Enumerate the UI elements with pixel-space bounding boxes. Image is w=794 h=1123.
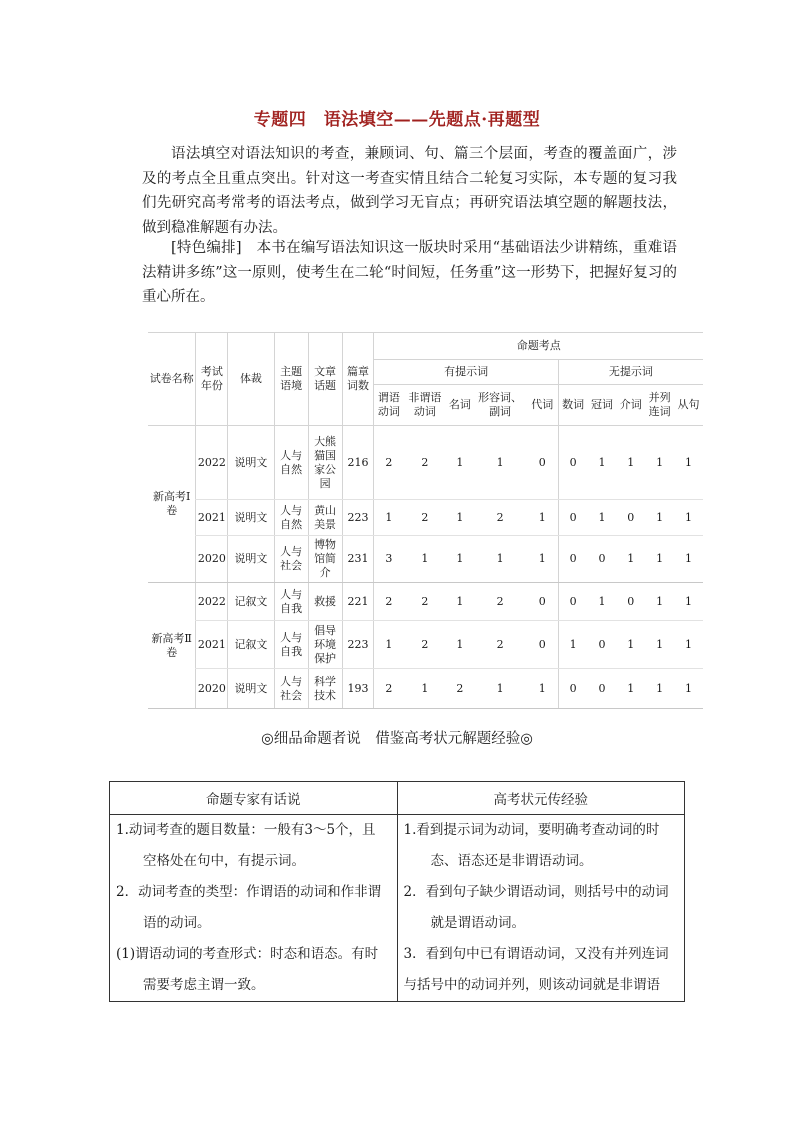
- expert-left-column: [110, 815, 398, 1002]
- count-cell: 1: [374, 621, 403, 669]
- paper-name-cell: 新高考Ⅱ卷: [148, 583, 196, 709]
- count-cell: 1: [403, 669, 446, 709]
- intro-text: 语法填空对语法知识的考查，兼顾词、句、篇三个层面，考查的覆盖面广，涉及的考点全且重点突出。针对这一考查实情且结合二轮复习实际，本专题的复习我们先研究高考常考的语法考点，做到学习无盲点；再研究语法填空题的解题技法，做到稳准解题有办法。: [142, 146, 677, 236]
- paper-name-cell: 新高考Ⅰ卷: [148, 426, 196, 583]
- column-header: 并列连词: [645, 385, 674, 426]
- column-header: 代词: [527, 385, 558, 426]
- count-cell: 0: [616, 500, 645, 536]
- genre-cell: 记叙文: [228, 583, 274, 621]
- expert-left-line: 空格处在句中，有提示词。: [143, 853, 305, 869]
- count-cell: 1: [645, 500, 674, 536]
- column-header: 谓语动词: [374, 385, 403, 426]
- table-row: [148, 669, 703, 709]
- intro-paragraph: [142, 142, 677, 240]
- expert-right-column: [397, 815, 685, 1002]
- words-cell: 216: [342, 426, 374, 500]
- words-cell: 221: [342, 583, 374, 621]
- year-cell: 2022: [196, 426, 228, 500]
- table-row: [148, 621, 703, 669]
- count-cell: 1: [645, 669, 674, 709]
- topic-cell: 大熊猫国家公园: [308, 426, 342, 500]
- count-cell: 1: [616, 669, 645, 709]
- topic-cell: 倡导环境保护: [308, 621, 342, 669]
- expert-right-line: 就是谓语动词。: [430, 915, 525, 931]
- expert-left-line: 语的动词。: [143, 915, 211, 931]
- column-header: 形容词、副词: [473, 385, 527, 426]
- header-paper: 试卷名称: [148, 333, 196, 426]
- theme-cell: 人与自然: [274, 426, 308, 500]
- header-words: 篇章词数: [342, 333, 374, 426]
- count-cell: 1: [674, 583, 703, 621]
- count-cell: 1: [527, 500, 558, 536]
- count-cell: 0: [558, 536, 587, 583]
- count-cell: 2: [473, 500, 527, 536]
- count-cell: 0: [588, 621, 617, 669]
- year-cell: 2020: [196, 669, 228, 709]
- count-cell: 2: [473, 583, 527, 621]
- header-no-hint: 无提示词: [558, 360, 703, 385]
- count-cell: 1: [473, 536, 527, 583]
- count-cell: 1: [588, 583, 617, 621]
- count-cell: 1: [588, 500, 617, 536]
- count-cell: 0: [527, 583, 558, 621]
- theme-cell: 人与自然: [274, 500, 308, 536]
- count-cell: 1: [447, 426, 474, 500]
- topic-cell: 博物馆简介: [308, 536, 342, 583]
- expert-left-line: (1)谓语动词的考查形式：时态和语态。有时: [116, 946, 379, 962]
- count-cell: 0: [527, 426, 558, 500]
- count-cell: 1: [558, 621, 587, 669]
- count-cell: 0: [616, 583, 645, 621]
- year-cell: 2021: [196, 500, 228, 536]
- count-cell: 1: [674, 426, 703, 500]
- count-cell: 1: [674, 536, 703, 583]
- count-cell: 1: [403, 536, 446, 583]
- count-cell: 1: [674, 669, 703, 709]
- header-topic: 文章话题: [308, 333, 342, 426]
- count-cell: 1: [447, 500, 474, 536]
- count-cell: 0: [558, 500, 587, 536]
- expert-advice-table: [109, 781, 685, 1002]
- table-row: [148, 500, 703, 536]
- theme-cell: 人与自我: [274, 621, 308, 669]
- count-cell: 2: [447, 669, 474, 709]
- count-cell: 2: [374, 426, 403, 500]
- column-header: 介词: [616, 385, 645, 426]
- year-cell: 2020: [196, 536, 228, 583]
- expert-left-line: 2．动词考查的类型：作谓语的动词和作非谓: [116, 884, 382, 900]
- count-cell: 1: [374, 500, 403, 536]
- count-cell: 3: [374, 536, 403, 583]
- count-cell: 1: [616, 426, 645, 500]
- count-cell: 1: [527, 669, 558, 709]
- expert-right-line: 3．看到句中已有谓语动词，又没有并列连词: [403, 946, 669, 962]
- expert-right-line: 2．看到句子缺少谓语动词，则括号中的动词: [403, 884, 669, 900]
- genre-cell: 说明文: [228, 426, 274, 500]
- count-cell: 1: [645, 536, 674, 583]
- column-header: 从句: [674, 385, 703, 426]
- count-cell: 1: [447, 536, 474, 583]
- expert-right-header: 高考状元传经验: [397, 782, 685, 815]
- year-cell: 2021: [196, 621, 228, 669]
- count-cell: 1: [616, 536, 645, 583]
- count-cell: 1: [645, 426, 674, 500]
- count-cell: 2: [374, 669, 403, 709]
- column-header: 非谓语动词: [403, 385, 446, 426]
- count-cell: 0: [558, 669, 587, 709]
- count-cell: 1: [674, 621, 703, 669]
- column-header: 名词: [447, 385, 474, 426]
- header-theme: 主题语境: [274, 333, 308, 426]
- column-header: 数词: [558, 385, 587, 426]
- genre-cell: 记叙文: [228, 621, 274, 669]
- count-cell: 1: [447, 621, 474, 669]
- count-cell: 2: [374, 583, 403, 621]
- header-points: 命题考点: [374, 333, 703, 360]
- count-cell: 1: [674, 500, 703, 536]
- count-cell: 2: [403, 621, 446, 669]
- count-cell: 1: [473, 669, 527, 709]
- header-genre: 体裁: [228, 333, 274, 426]
- count-cell: 1: [447, 583, 474, 621]
- words-cell: 193: [342, 669, 374, 709]
- table-row: [148, 536, 703, 583]
- count-cell: 1: [473, 426, 527, 500]
- topic-cell: 科学技术: [308, 669, 342, 709]
- words-cell: 223: [342, 621, 374, 669]
- count-cell: 1: [616, 621, 645, 669]
- expert-left-line: 1.动词考查的题目数量：一般有3～5个，且: [116, 822, 376, 838]
- page-title: 专题四 语法填空——先题点·再题型: [253, 110, 541, 130]
- genre-cell: 说明文: [228, 500, 274, 536]
- words-cell: 231: [342, 536, 374, 583]
- topic-cell: 救援: [308, 583, 342, 621]
- expert-right-line: 态、语态还是非谓语动词。: [430, 853, 593, 869]
- theme-cell: 人与社会: [274, 669, 308, 709]
- table-row: [148, 583, 703, 621]
- count-cell: 2: [403, 500, 446, 536]
- count-cell: 0: [588, 669, 617, 709]
- expert-left-header: 命题专家有话说: [110, 782, 398, 815]
- topic-cell: 黄山美景: [308, 500, 342, 536]
- expert-left-line: 需要考虑主谓一致。: [143, 977, 265, 993]
- column-header: 冠词: [588, 385, 617, 426]
- count-cell: 1: [588, 426, 617, 500]
- expert-right-line: 1.看到提示词为动词，要明确考查动词的时: [403, 822, 660, 838]
- expert-right-line: 与括号中的动词并列，则该动词就是非谓语: [403, 977, 660, 993]
- words-cell: 223: [342, 500, 374, 536]
- header-year: 考试年份: [196, 333, 228, 426]
- count-cell: 1: [645, 583, 674, 621]
- section-heading: ◎细品命题者说 借鉴高考状元解题经验◎: [261, 731, 533, 747]
- exam-stats-table: [148, 332, 703, 709]
- count-cell: 0: [558, 583, 587, 621]
- feature-text: [特色编排] 本书在编写语法知识这一版块时采用“基础语法少讲精练，重难语法精讲多练”这一原则，使考生在二轮“时间短，任务重”这一形势下，把握好复习的重心所在。: [142, 240, 677, 305]
- theme-cell: 人与社会: [274, 536, 308, 583]
- count-cell: 2: [403, 583, 446, 621]
- count-cell: 1: [645, 621, 674, 669]
- genre-cell: 说明文: [228, 669, 274, 709]
- count-cell: 1: [527, 536, 558, 583]
- header-with-hint: 有提示词: [374, 360, 558, 385]
- table-row: [148, 426, 703, 500]
- count-cell: 0: [588, 536, 617, 583]
- theme-cell: 人与自我: [274, 583, 308, 621]
- count-cell: 0: [558, 426, 587, 500]
- count-cell: 0: [527, 621, 558, 669]
- year-cell: 2022: [196, 583, 228, 621]
- feature-paragraph: [142, 236, 677, 310]
- genre-cell: 说明文: [228, 536, 274, 583]
- count-cell: 2: [403, 426, 446, 500]
- count-cell: 2: [473, 621, 527, 669]
